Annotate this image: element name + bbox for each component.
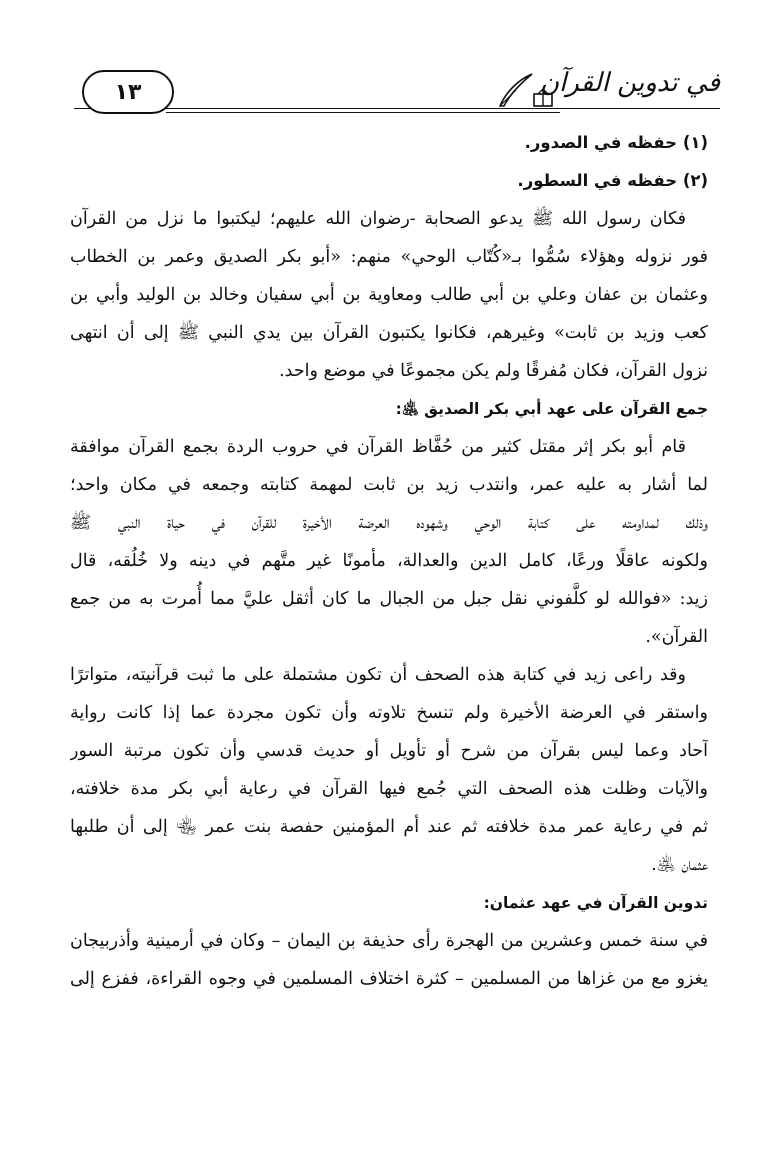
book-icon	[532, 88, 554, 108]
section-heading: تدوين القرآن في عهد عثمان:	[483, 894, 708, 912]
header-rule	[74, 108, 720, 109]
text-line: عثمان ﵁.	[651, 855, 708, 875]
text-line: نزول القرآن، فكان مُفرقًا ولم يكن مجموعًا في موضع واحد.	[279, 361, 708, 381]
text-line: (٢) حفظه في السطور.	[517, 171, 708, 190]
text-line: قام أبو بكر إثر مقتل كثير من حُفَّاظ القرآن في حروب الردة بجمع القرآن موافقة	[70, 437, 686, 457]
text-line: والآيات وظلت هذه الصحف التي جُمع فيها القرآن في رعاية أبي بكر مدة خلافته،	[70, 779, 708, 799]
text-line: القرآن».	[645, 627, 708, 647]
text-line: واستقر في العرضة الأخيرة ولم تنسخ تلاوته وأن تكون مجردة عما إذا كانت رواية	[70, 703, 708, 723]
text-line: فكان رسول الله ﷺ يدعو الصحابة -رضوان الله عليهم؛ ليكتبوا ما نزل من القرآن	[70, 209, 686, 229]
text-line: لما أشار به عليه عمر، وانتدب زيد بن ثابت لمهمة كتابته وجمعه في مكان واحد؛	[70, 475, 708, 495]
page-number: ١٣	[82, 70, 174, 114]
text-line: كعب وزيد بن ثابت» وغيرهم، فكانوا يكتبون القرآن بين يدي النبي ﷺ إلى أن انتهى	[70, 323, 708, 343]
text-line: زيد: «فوالله لو كلَّفوني نقل جبل من الجبال ما كان أثقل عليَّ مما أُمرت به من جمع	[70, 589, 708, 609]
quill-icon	[496, 72, 536, 110]
text-line: في سنة خمس وعشرين من الهجرة رأى حذيفة بن اليمان – وكان في أرمينية وأذربيجان	[70, 931, 708, 951]
text-line: يغزو مع من غزاها من المسلمين – كثرة اختلاف المسلمين في وجوه القراءة، ففزع إلى	[70, 969, 708, 989]
text-line: وذلك لمداومته على كتابة الوحي وشهوده العرضة الأخيرة للقرآن في حياة النبي ﷺ	[70, 513, 708, 533]
text-line: ولكونه عاقلًا ورعًا، كامل الدين والعدالة، مأمونًا غير متَّهم في دينه ولا خُلُقه، قال	[70, 551, 708, 571]
text-line: ثم في رعاية عمر مدة خلافته ثم عند أم المؤمنين حفصة بنت عمر ﵄ إلى أن طلبها	[70, 817, 708, 837]
text-line: وعثمان بن عفان وعلي بن أبي طالب ومعاوية بن أبي سفيان وخالد بن الوليد وأبي بن	[70, 285, 708, 305]
page-header	[74, 62, 720, 122]
section-heading: جمع القرآن على عهد أبي بكر الصديق ﵁:	[395, 400, 708, 418]
book-title: في تدوين القرآن	[539, 68, 720, 98]
text-line: فور نزوله وهؤلاء سُمُّوا بـ«كُتّاب الوحي» منهم: «أبو بكر الصديق وعمر بن الخطاب	[70, 247, 708, 267]
text-line: آحاد وعما ليس بقرآن من شرح أو تأويل أو حديث قدسي وأن تكون مرتبة السور	[70, 741, 708, 761]
text-line: (١) حفظه في الصدور.	[524, 133, 708, 152]
text-line: وقد راعى زيد في كتابة هذه الصحف أن تكون مشتملة على ما ثبت قرآنيته، متواترًا	[70, 665, 686, 685]
header-rule-thin	[166, 112, 560, 113]
page-body	[70, 124, 708, 998]
